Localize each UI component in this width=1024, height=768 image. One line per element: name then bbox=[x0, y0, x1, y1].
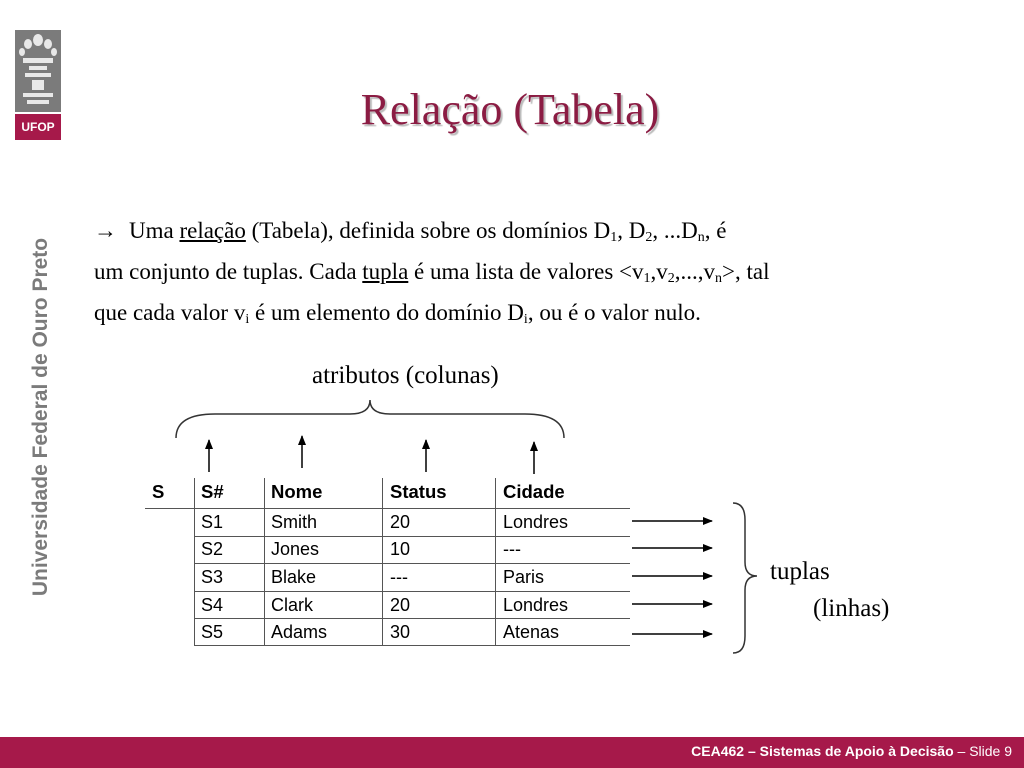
row-divider bbox=[194, 563, 630, 564]
table-cell: Londres bbox=[503, 595, 569, 615]
row-divider bbox=[194, 536, 630, 537]
table-cell: S5 bbox=[201, 622, 224, 642]
table-cell: 30 bbox=[390, 622, 411, 642]
column-header: Nome bbox=[271, 481, 323, 502]
table-cell: Blake bbox=[271, 567, 317, 587]
column-divider bbox=[382, 478, 383, 646]
header-divider bbox=[145, 508, 630, 509]
column-header: Status bbox=[390, 481, 447, 502]
relacao-term: relação bbox=[179, 218, 246, 243]
table-cell: 20 bbox=[390, 595, 411, 615]
slide-title: Relação (Tabela) bbox=[360, 85, 660, 134]
tupla-term: tupla bbox=[362, 259, 409, 284]
attributes-brace-icon bbox=[176, 400, 564, 438]
table-cell: S2 bbox=[201, 539, 224, 559]
table-cell: --- bbox=[390, 567, 408, 587]
table-cell: S1 bbox=[201, 512, 224, 532]
table-cell: Londres bbox=[503, 512, 569, 532]
table-cell: --- bbox=[503, 539, 521, 559]
row-divider bbox=[194, 591, 630, 592]
arrow-right-icon: → bbox=[94, 218, 117, 243]
table-cell: S4 bbox=[201, 595, 224, 615]
table-cell: Adams bbox=[271, 622, 328, 642]
tuples-label: tuplas bbox=[770, 558, 830, 585]
slide-number: – Slide 9 bbox=[957, 743, 1012, 759]
table-cell: 20 bbox=[390, 512, 411, 532]
column-header: S# bbox=[201, 481, 224, 502]
row-divider bbox=[194, 645, 630, 646]
table-cell: 10 bbox=[390, 539, 411, 559]
row-divider bbox=[194, 618, 630, 619]
column-divider bbox=[495, 478, 496, 646]
relation-name: S bbox=[152, 481, 165, 502]
footer-bar bbox=[0, 737, 1024, 768]
rows-label: (linhas) bbox=[813, 595, 890, 622]
body-line-3: que cada valor $v_i$ é um elemento do domínio $D_i$, ou é o valor nulo. bbox=[94, 300, 701, 327]
column-divider bbox=[194, 478, 195, 646]
university-name: Universidade Federal de Ouro Preto bbox=[29, 237, 52, 597]
table-cell: Jones bbox=[271, 539, 320, 559]
body-line-1: → Uma relação (Tabela), definida sobre os domínios $D_1$, $D_2$, $...D_n$, é bbox=[94, 218, 727, 245]
table-cell: Paris bbox=[503, 567, 545, 587]
logo-text: UFOP bbox=[15, 114, 61, 140]
course-name: CEA462 – Sistemas de Apoio à Decisão bbox=[691, 743, 954, 759]
table-cell: Smith bbox=[271, 512, 318, 532]
attributes-label: atributos (colunas) bbox=[312, 362, 499, 389]
table-cell: Atenas bbox=[503, 622, 560, 642]
table-cell: Clark bbox=[271, 595, 314, 615]
column-header: Cidade bbox=[503, 481, 565, 502]
body-line-2: um conjunto de tuplas. Cada tupla é uma lista de valores $<v_1,v_2,...,v_n>$, tal bbox=[94, 259, 770, 286]
column-divider bbox=[264, 478, 265, 646]
tuples-brace-icon bbox=[733, 503, 757, 653]
footer-text bbox=[691, 743, 1012, 759]
table-cell: S3 bbox=[201, 567, 224, 587]
